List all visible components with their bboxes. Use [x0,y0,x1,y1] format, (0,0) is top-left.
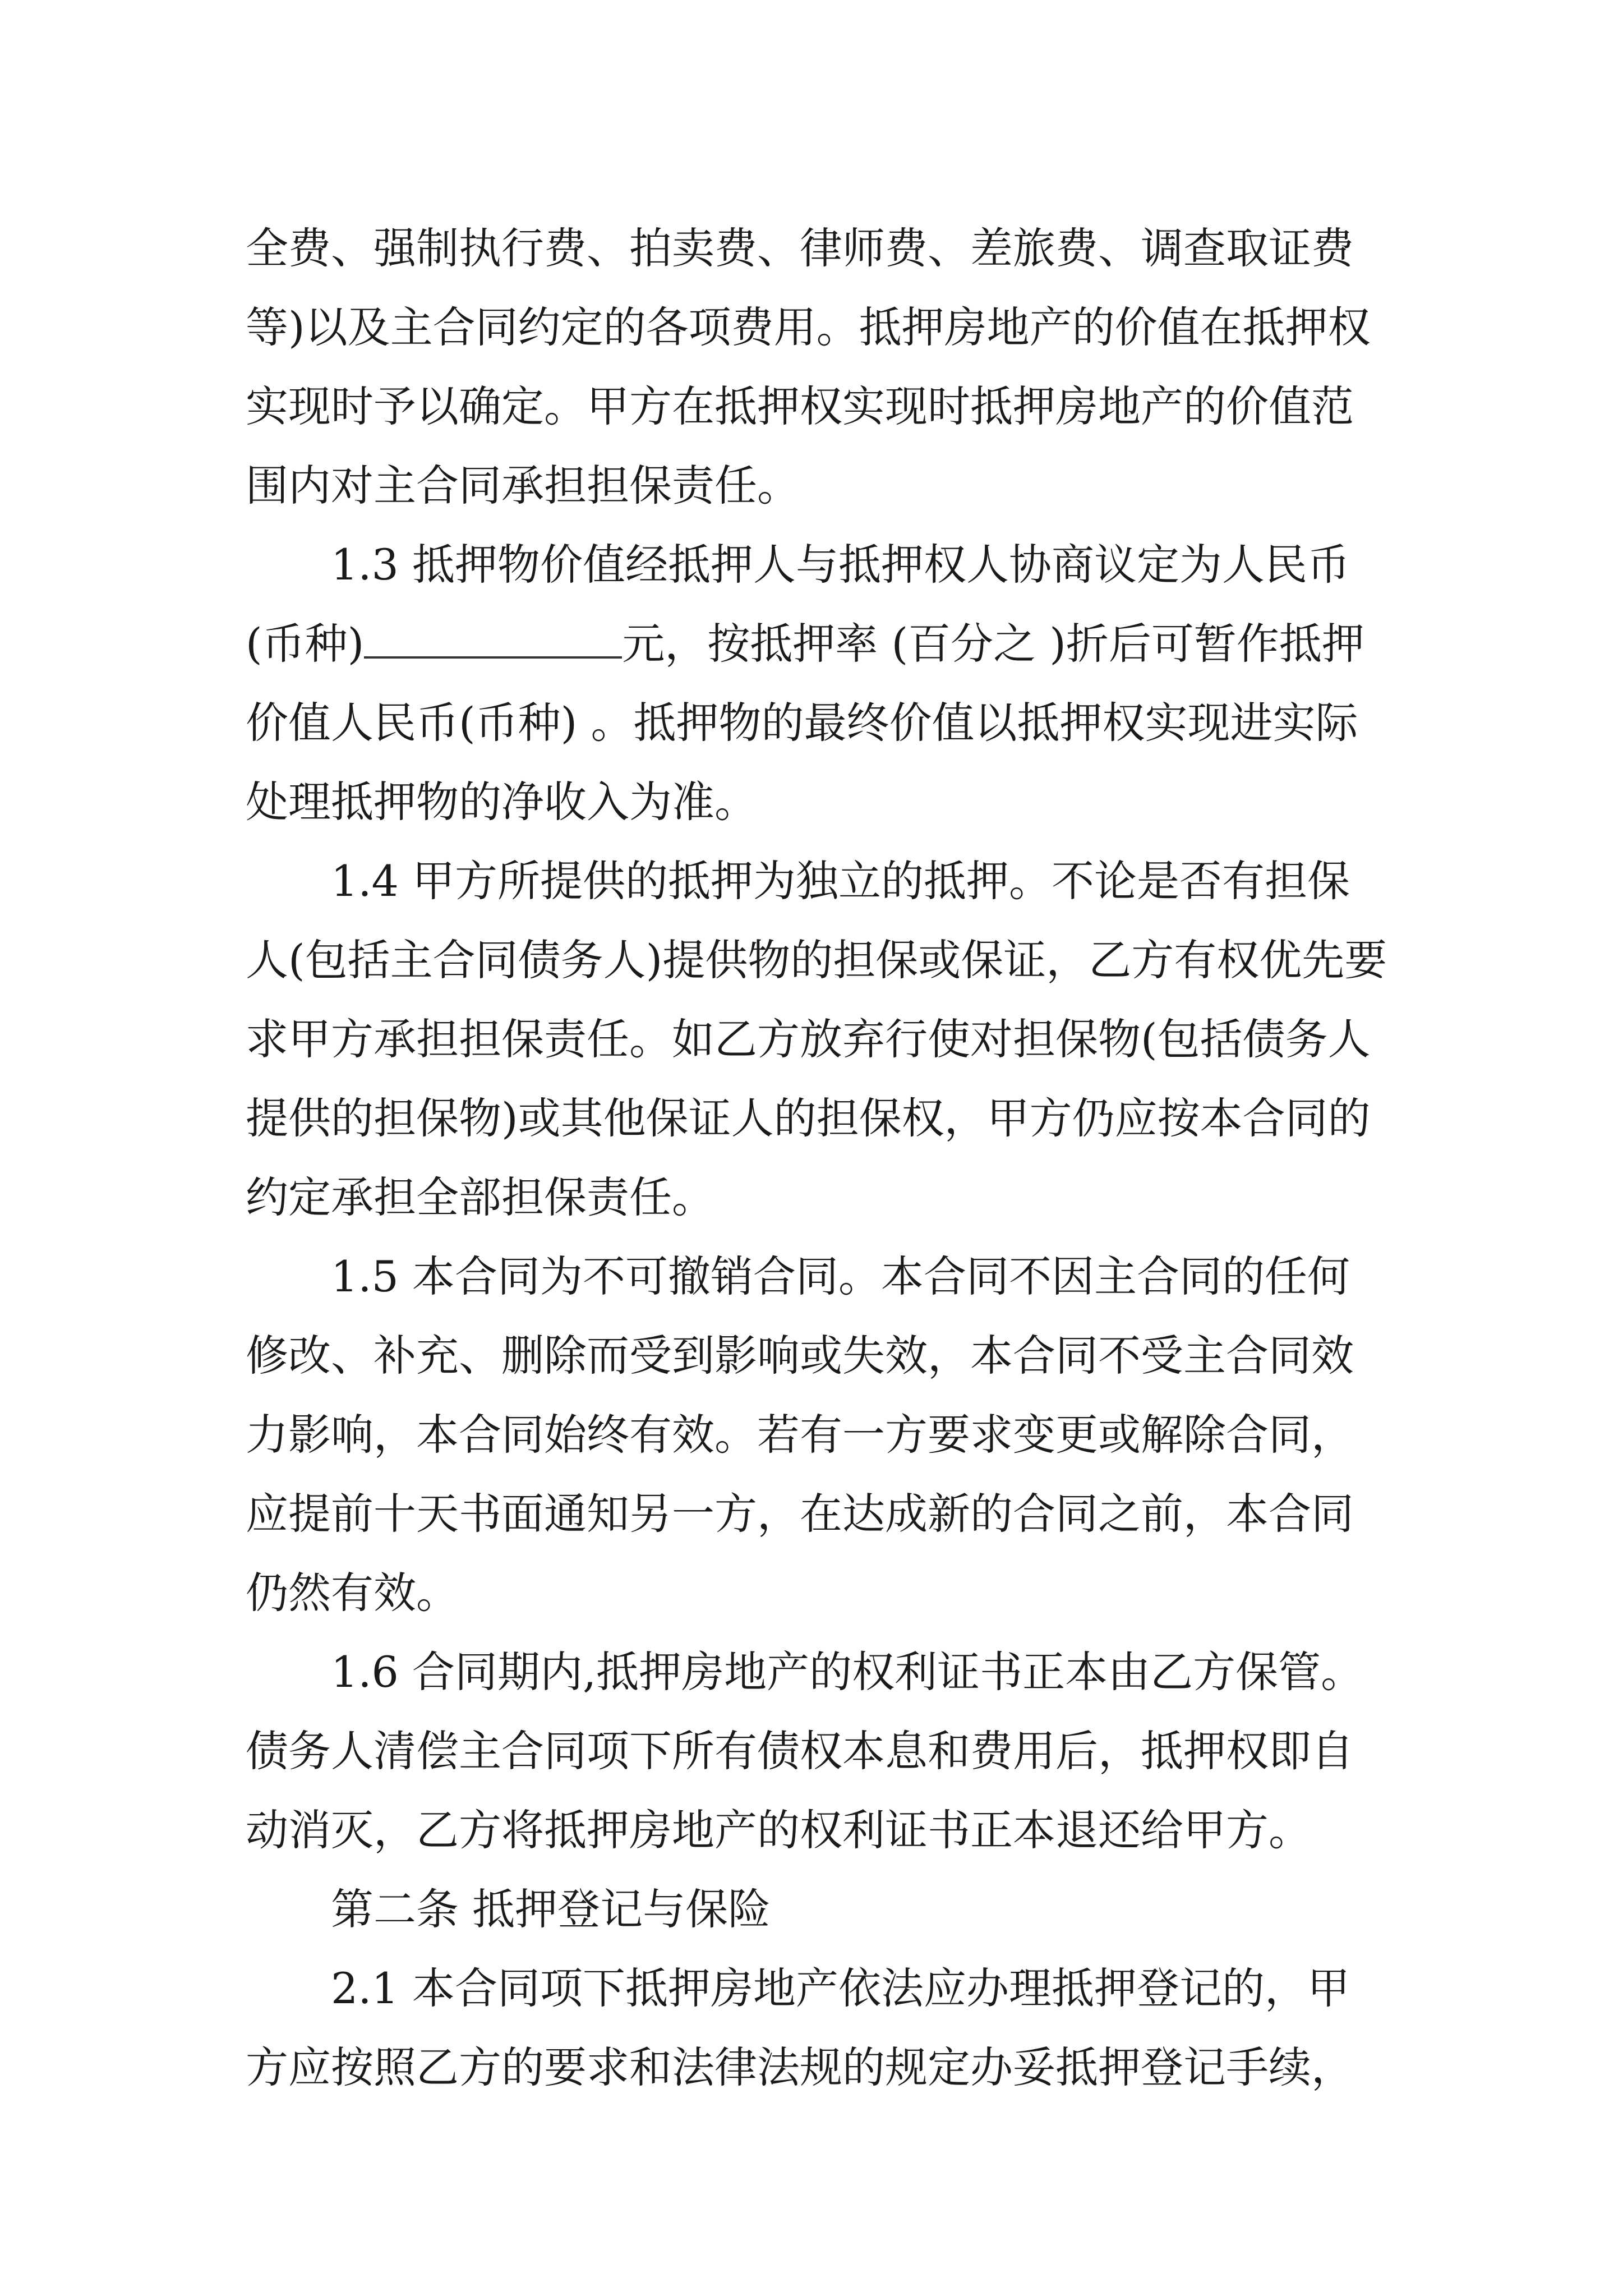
paragraph-1-3-text-after-blank: 元，按抵押率 (百分之 )折后可暂作抵押价值人民币(币种) 。抵押物的最终价值以抵押权实现进实际处理抵押物的净收入为准。 [246,619,1364,827]
contract-body [246,209,1390,2107]
paragraph-1-6-certificate-custody: 1.6 合同期内,抵押房地产的权利证书正本由乙方保管。债务人清偿主合同项下所有债权本息和费用后，抵押权即自动消灭，乙方将抵押房地产的权利证书正本退还给甲方。 [246,1647,1364,1855]
paragraph-1-4-independent-mortgage: 1.4 甲方所提供的抵押为独立的抵押。不论是否有担保人(包括主合同债务人)提供物的担保或保证，乙方有权优先要求甲方承担担保责任。如乙方放弃行使对担保物(包括债务人提供的担保物)或其他保证人的担保权，甲方仍应按本合同的约定承担全部担保责任。 [246,856,1387,1222]
paragraph-fee-scope: 全费、强制执行费、拍卖费、律师费、差旅费、调查取证费等)以及主合同约定的各项费用。抵押房地产的价值在抵押权实现时予以确定。甲方在抵押权实现时抵押房地产的价值范围内对主合同承担担保责任。 [246,223,1371,510]
paragraph-1-5-irrevocable-contract: 1.5 本合同为不可撤销合同。本合同不因主合同的任何修改、补充、删除而受到影响或失效，本合同不受主合同效力影响，本合同始终有效。若有一方要求变更或解除合同，应提前十天书面通知另一方，在达成新的合同之前，本合同仍然有效。 [246,1251,1354,1618]
amount-blank-line [364,624,622,659]
paragraph-1-3-collateral-value [246,525,1390,841]
paragraph-1-3-text-before-blank: 1.3 抵押物价值经抵押人与抵押权人协商议定为人民币(币种) [246,540,1350,669]
article-2-heading: 第二条 抵押登记与保险 [331,1884,771,1934]
paragraph-2-1-registration: 2.1 本合同项下抵押房地产依法应办理抵押登记的，甲方应按照乙方的要求和法律法规的规定办妥抵押登记手续， [246,1963,1354,2092]
